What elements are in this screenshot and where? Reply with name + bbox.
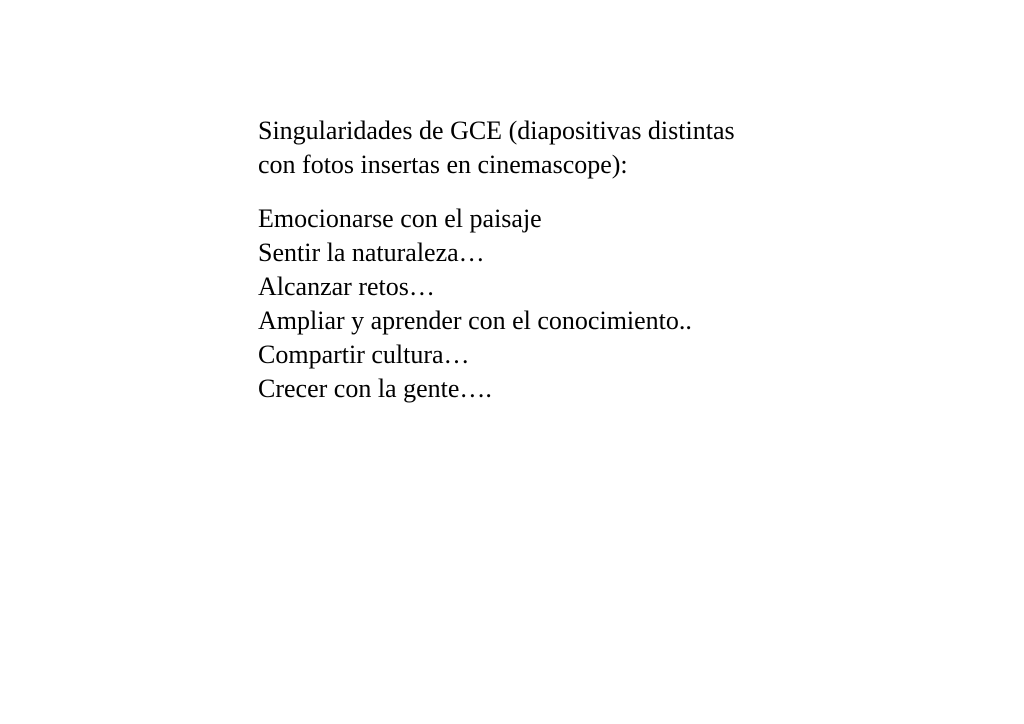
list-item-ampliar: Ampliar y aprender con el conocimiento.. [258,306,692,335]
list-item-sentir: Sentir la naturaleza… [258,238,485,267]
list-item-crecer: Crecer con la gente…. [258,374,492,403]
text-block [258,114,958,406]
paragraph-gap [258,182,958,202]
list-item-compartir: Compartir cultura… [258,340,470,369]
heading-line-2: con fotos insertas en cinemascope): [258,150,628,179]
heading-line-1: Singularidades de GCE (diapositivas distintas [258,116,735,145]
list-item-alcanzar: Alcanzar retos… [258,272,435,301]
list-item-emocionarse: Emocionarse con el paisaje [258,204,542,233]
